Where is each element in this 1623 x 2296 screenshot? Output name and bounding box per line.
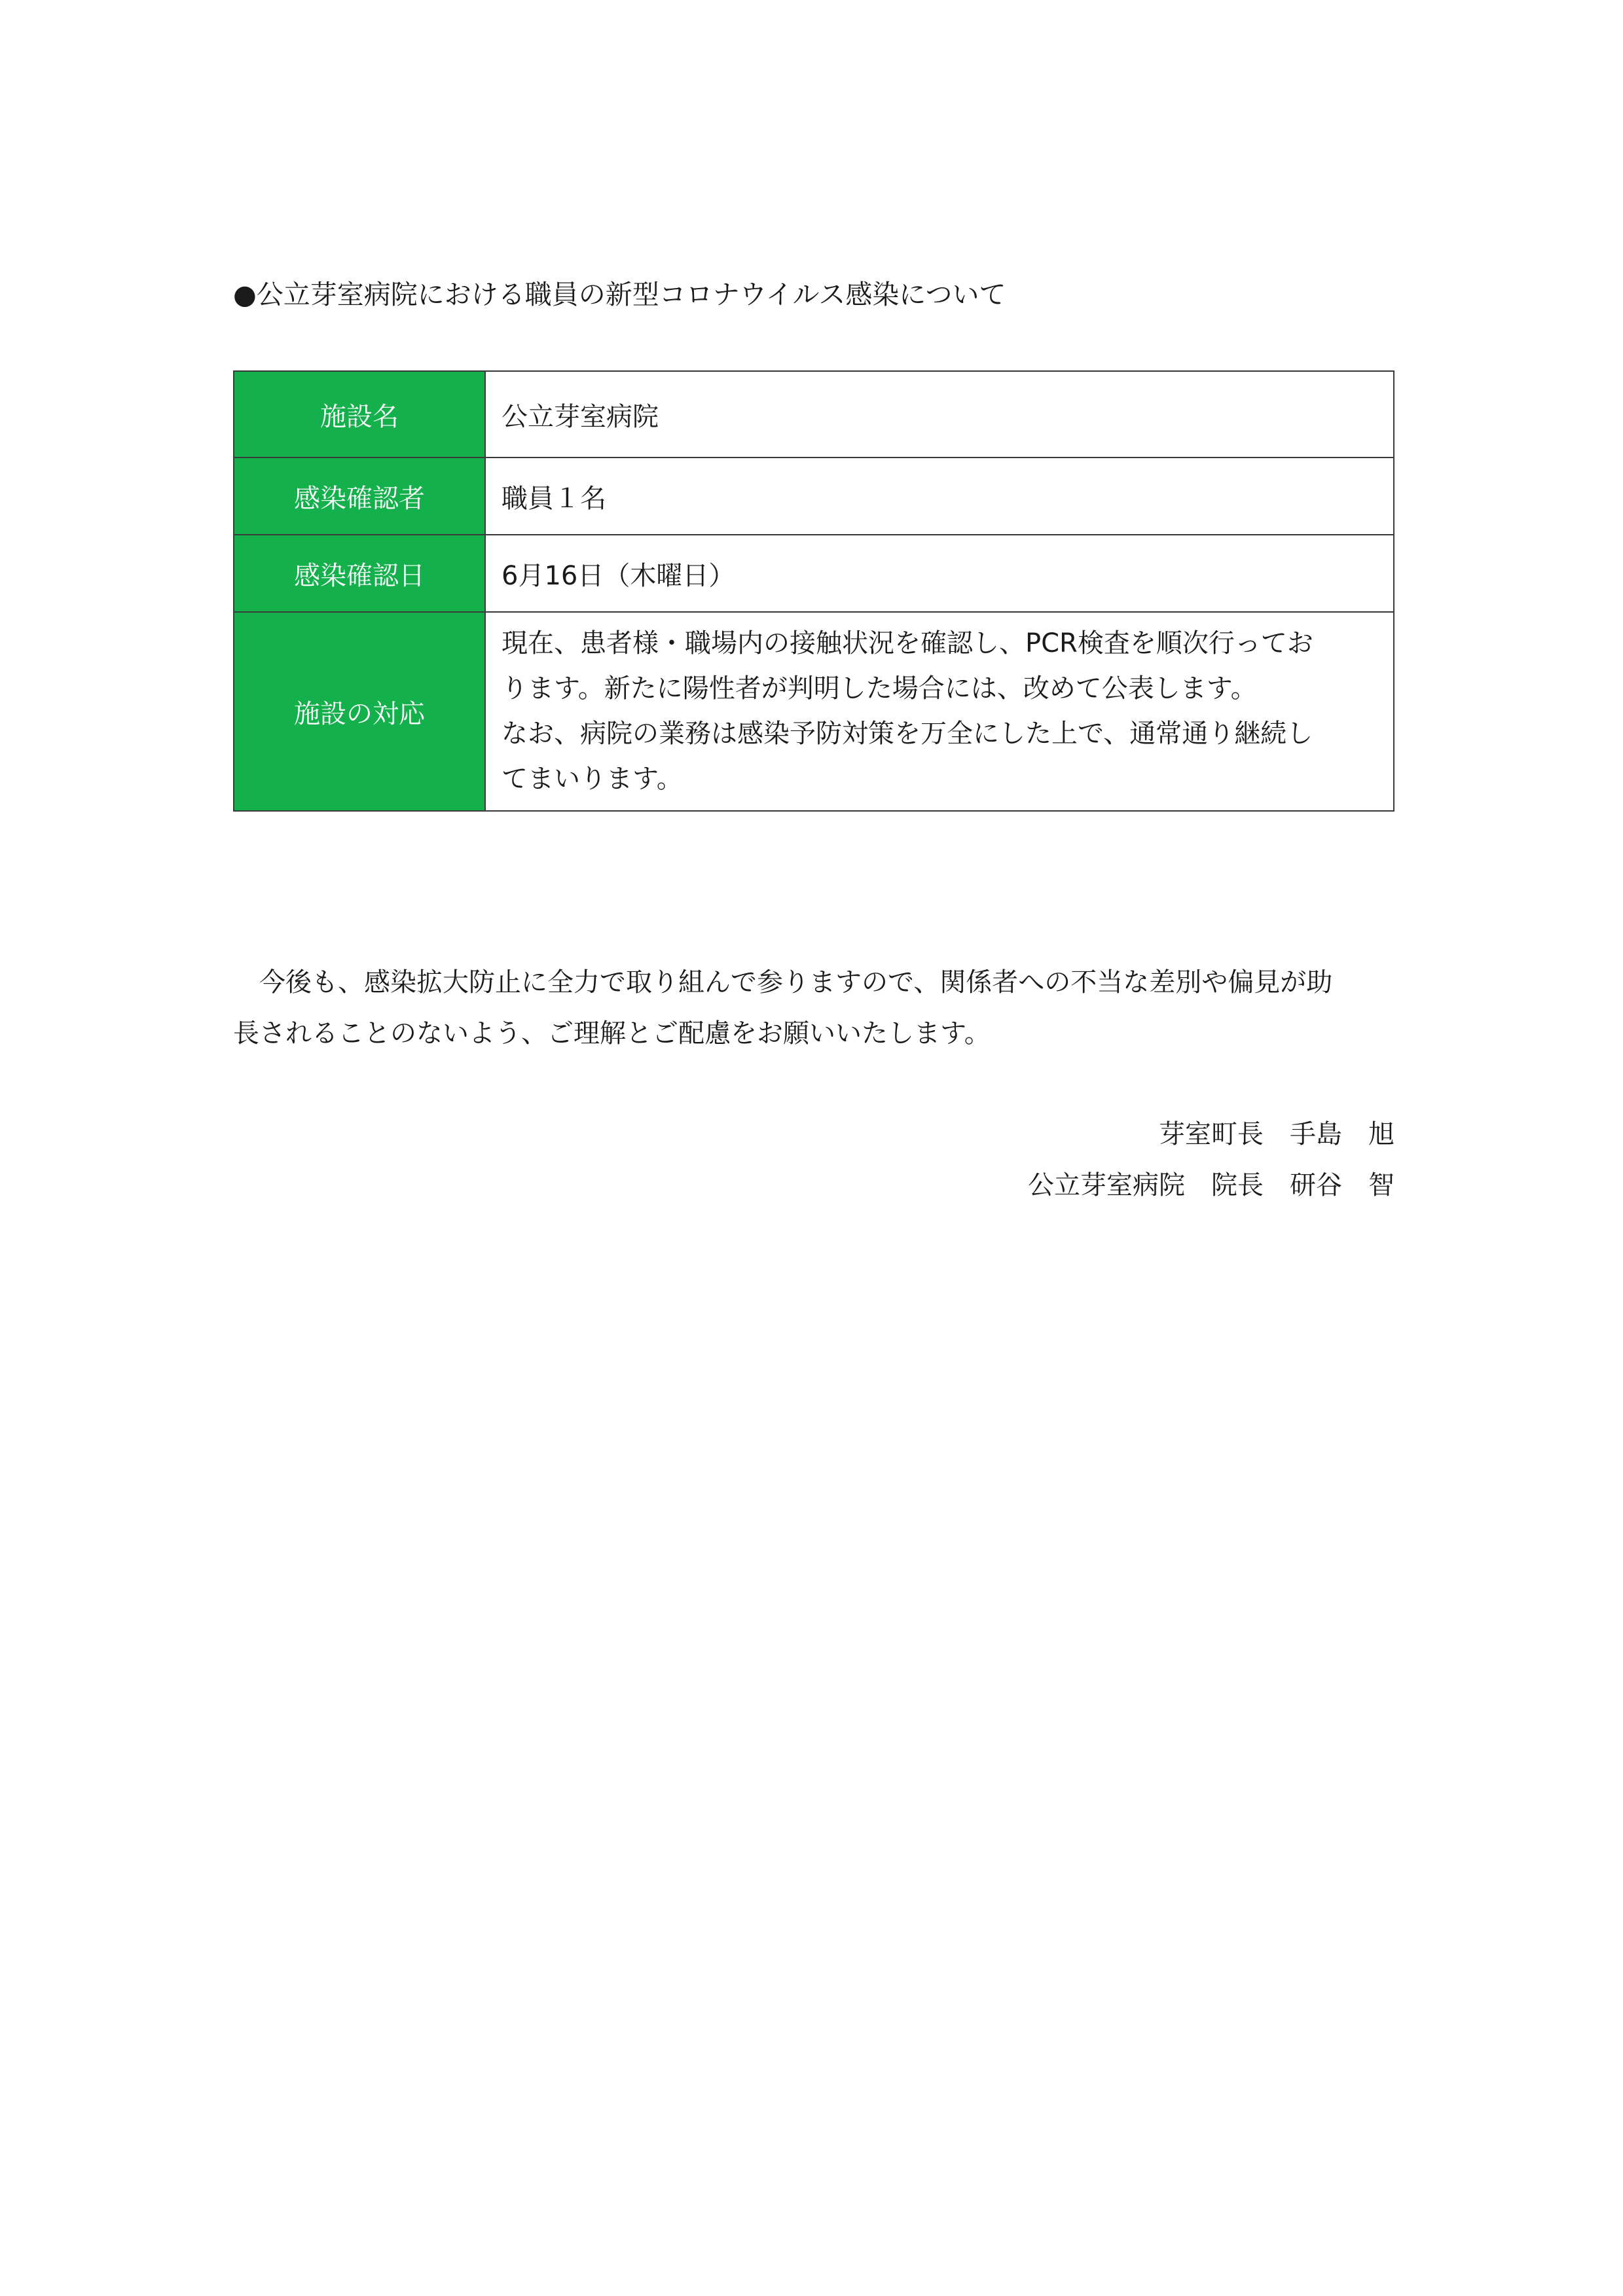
response-line: ります。新たに陽性者が判明した場合には、改めて公表します。 (501, 673, 1257, 704)
facility-response-label: 施設の対応 (234, 612, 485, 811)
confirmed-person-value: 職員１名 (485, 457, 1394, 535)
outbreak-info-table (233, 370, 1395, 812)
paragraph-line: 長されることのないよう、ご理解とご配慮をお願いいたします。 (233, 1018, 991, 1049)
page-heading: ●公立芽室病院における職員の新型コロナウイルス感染について (233, 279, 1006, 310)
response-line: てまいります。 (501, 764, 683, 794)
confirmed-date-label: 感染確認日 (234, 535, 485, 612)
table-row-facility (234, 371, 1394, 457)
facility-response-text (501, 621, 1381, 802)
response-line: 現在、患者様・職場内の接触状況を確認し、PCR検査を順次行ってお (501, 628, 1313, 658)
signature-block (1028, 1109, 1395, 1211)
table-row-confirmed-person (234, 457, 1394, 535)
signature-hospital-director: 公立芽室病院 院長 研谷 智 (1028, 1170, 1395, 1200)
table-row-confirmed-date (234, 535, 1394, 612)
closing-paragraph (233, 957, 1395, 1059)
signature-mayor: 芽室町長 手島 旭 (1159, 1119, 1395, 1149)
table-row-facility-response (234, 612, 1394, 811)
facility-response-value (485, 612, 1394, 811)
facility-value: 公立芽室病院 (485, 371, 1394, 457)
confirmed-date-value: 6月16日（木曜日） (485, 535, 1394, 612)
response-line: なお、病院の業務は感染予防対策を万全にした上で、通常通り継続し (501, 719, 1313, 749)
confirmed-person-label: 感染確認者 (234, 457, 485, 535)
facility-label: 施設名 (234, 371, 485, 457)
paragraph-line: 今後も、感染拡大防止に全力で取り組んで参りますので、関係者への不当な差別や偏見が助 (233, 967, 1333, 997)
